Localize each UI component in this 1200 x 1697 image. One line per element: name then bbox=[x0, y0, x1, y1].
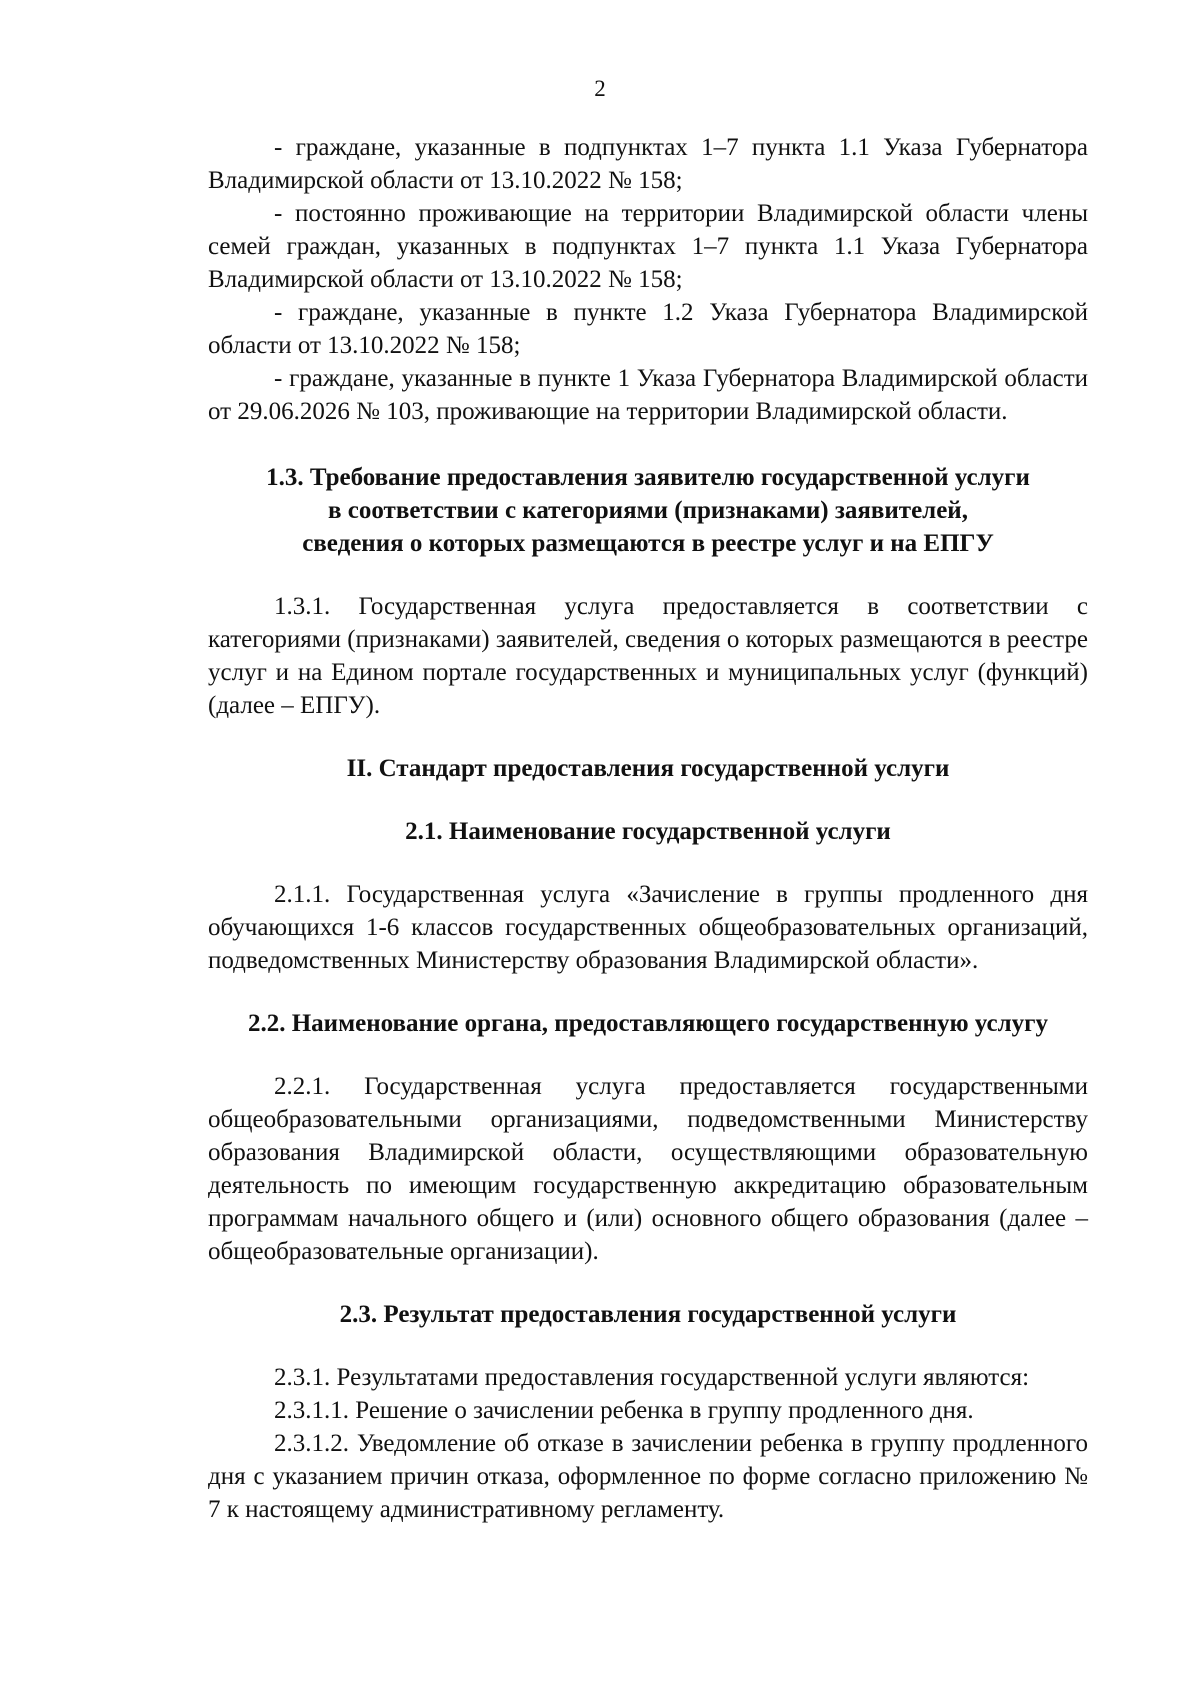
section-2-3-heading: 2.3. Результат предоставления государственной услуги bbox=[339, 1301, 957, 1328]
list-item: - постоянно проживающие на территории Владимирской области члены семей граждан, указанных в подпунктах 1–7 пункта 1.1 Указа Губернатора Владимирской области от 13.10.2022 № 158; bbox=[208, 200, 1088, 293]
spacer bbox=[208, 1040, 1088, 1070]
heading-line: сведения о которых размещаются в реестре услуг и на ЕПГУ bbox=[302, 530, 994, 557]
paragraph: 2.3.1.1. Решение о зачислении ребенка в группу продленного дня. bbox=[274, 1397, 974, 1424]
paragraph: 2.3.1. Результатами предоставления государственной услуги являются: bbox=[274, 1364, 1030, 1391]
section-2-2-heading: 2.2. Наименование органа, предоставляющего государственную услугу bbox=[247, 1010, 1049, 1037]
page-number: 2 bbox=[594, 76, 606, 101]
spacer bbox=[208, 1268, 1088, 1298]
paragraph: 2.1.1. Государственная услуга «Зачисление в группы продленного дня обучающихся 1-6 классов государственных общеобразовательных организаций, подведомственных Министерству образования Владимирской области». bbox=[208, 881, 1088, 974]
section-2-1-heading: 2.1. Наименование государственной услуги bbox=[405, 818, 891, 845]
heading-line: в соответствии с категориями (признаками) заявителей, bbox=[328, 497, 968, 524]
spacer bbox=[208, 560, 1088, 590]
spacer bbox=[208, 428, 1088, 461]
spacer bbox=[208, 1331, 1088, 1361]
spacer bbox=[208, 785, 1088, 815]
paragraph: 1.3.1. Государственная услуга предоставляется в соответствии с категориями (признаками) заявителей, сведения о которых размещаются в реестре услуг и на Едином портале государственных и муниципальных услуг (функций) (далее – ЕПГУ). bbox=[208, 593, 1088, 719]
heading-line: 1.3. Требование предоставления заявителю государственной услуги bbox=[266, 464, 1030, 491]
spacer bbox=[208, 848, 1088, 878]
document-body bbox=[208, 131, 1088, 1526]
list-item: - граждане, указанные в пункте 1.2 Указа Губернатора Владимирской области от 13.10.2022 № 158; bbox=[208, 299, 1088, 359]
list-item: - граждане, указанные в пункте 1 Указа Губернатора Владимирской области от 29.06.2026 № 103, проживающие на территории Владимирской области. bbox=[208, 365, 1088, 425]
section-2-heading: II. Стандарт предоставления государственной услуги bbox=[346, 755, 950, 782]
section-1-3-heading bbox=[208, 461, 1088, 560]
paragraph: 2.3.1.2. Уведомление об отказе в зачислении ребенка в группу продленного дня с указанием причин отказа, оформленное по форме согласно приложению № 7 к настоящему административному регламенту. bbox=[208, 1430, 1088, 1523]
spacer bbox=[208, 722, 1088, 752]
paragraph: 2.2.1. Государственная услуга предоставляется государственными общеобразовательными организациями, подведомственными Министерству образования Владимирской области, осуществляющими образовательную деятельность по имеющим государственную аккредитацию образовательным программам начального общего и (или) основного общего образования (далее – общеобразовательные организации). bbox=[208, 1073, 1088, 1265]
spacer bbox=[208, 977, 1088, 1007]
list-item: - граждане, указанные в подпунктах 1–7 пункта 1.1 Указа Губернатора Владимирской области от 13.10.2022 № 158; bbox=[208, 134, 1088, 194]
